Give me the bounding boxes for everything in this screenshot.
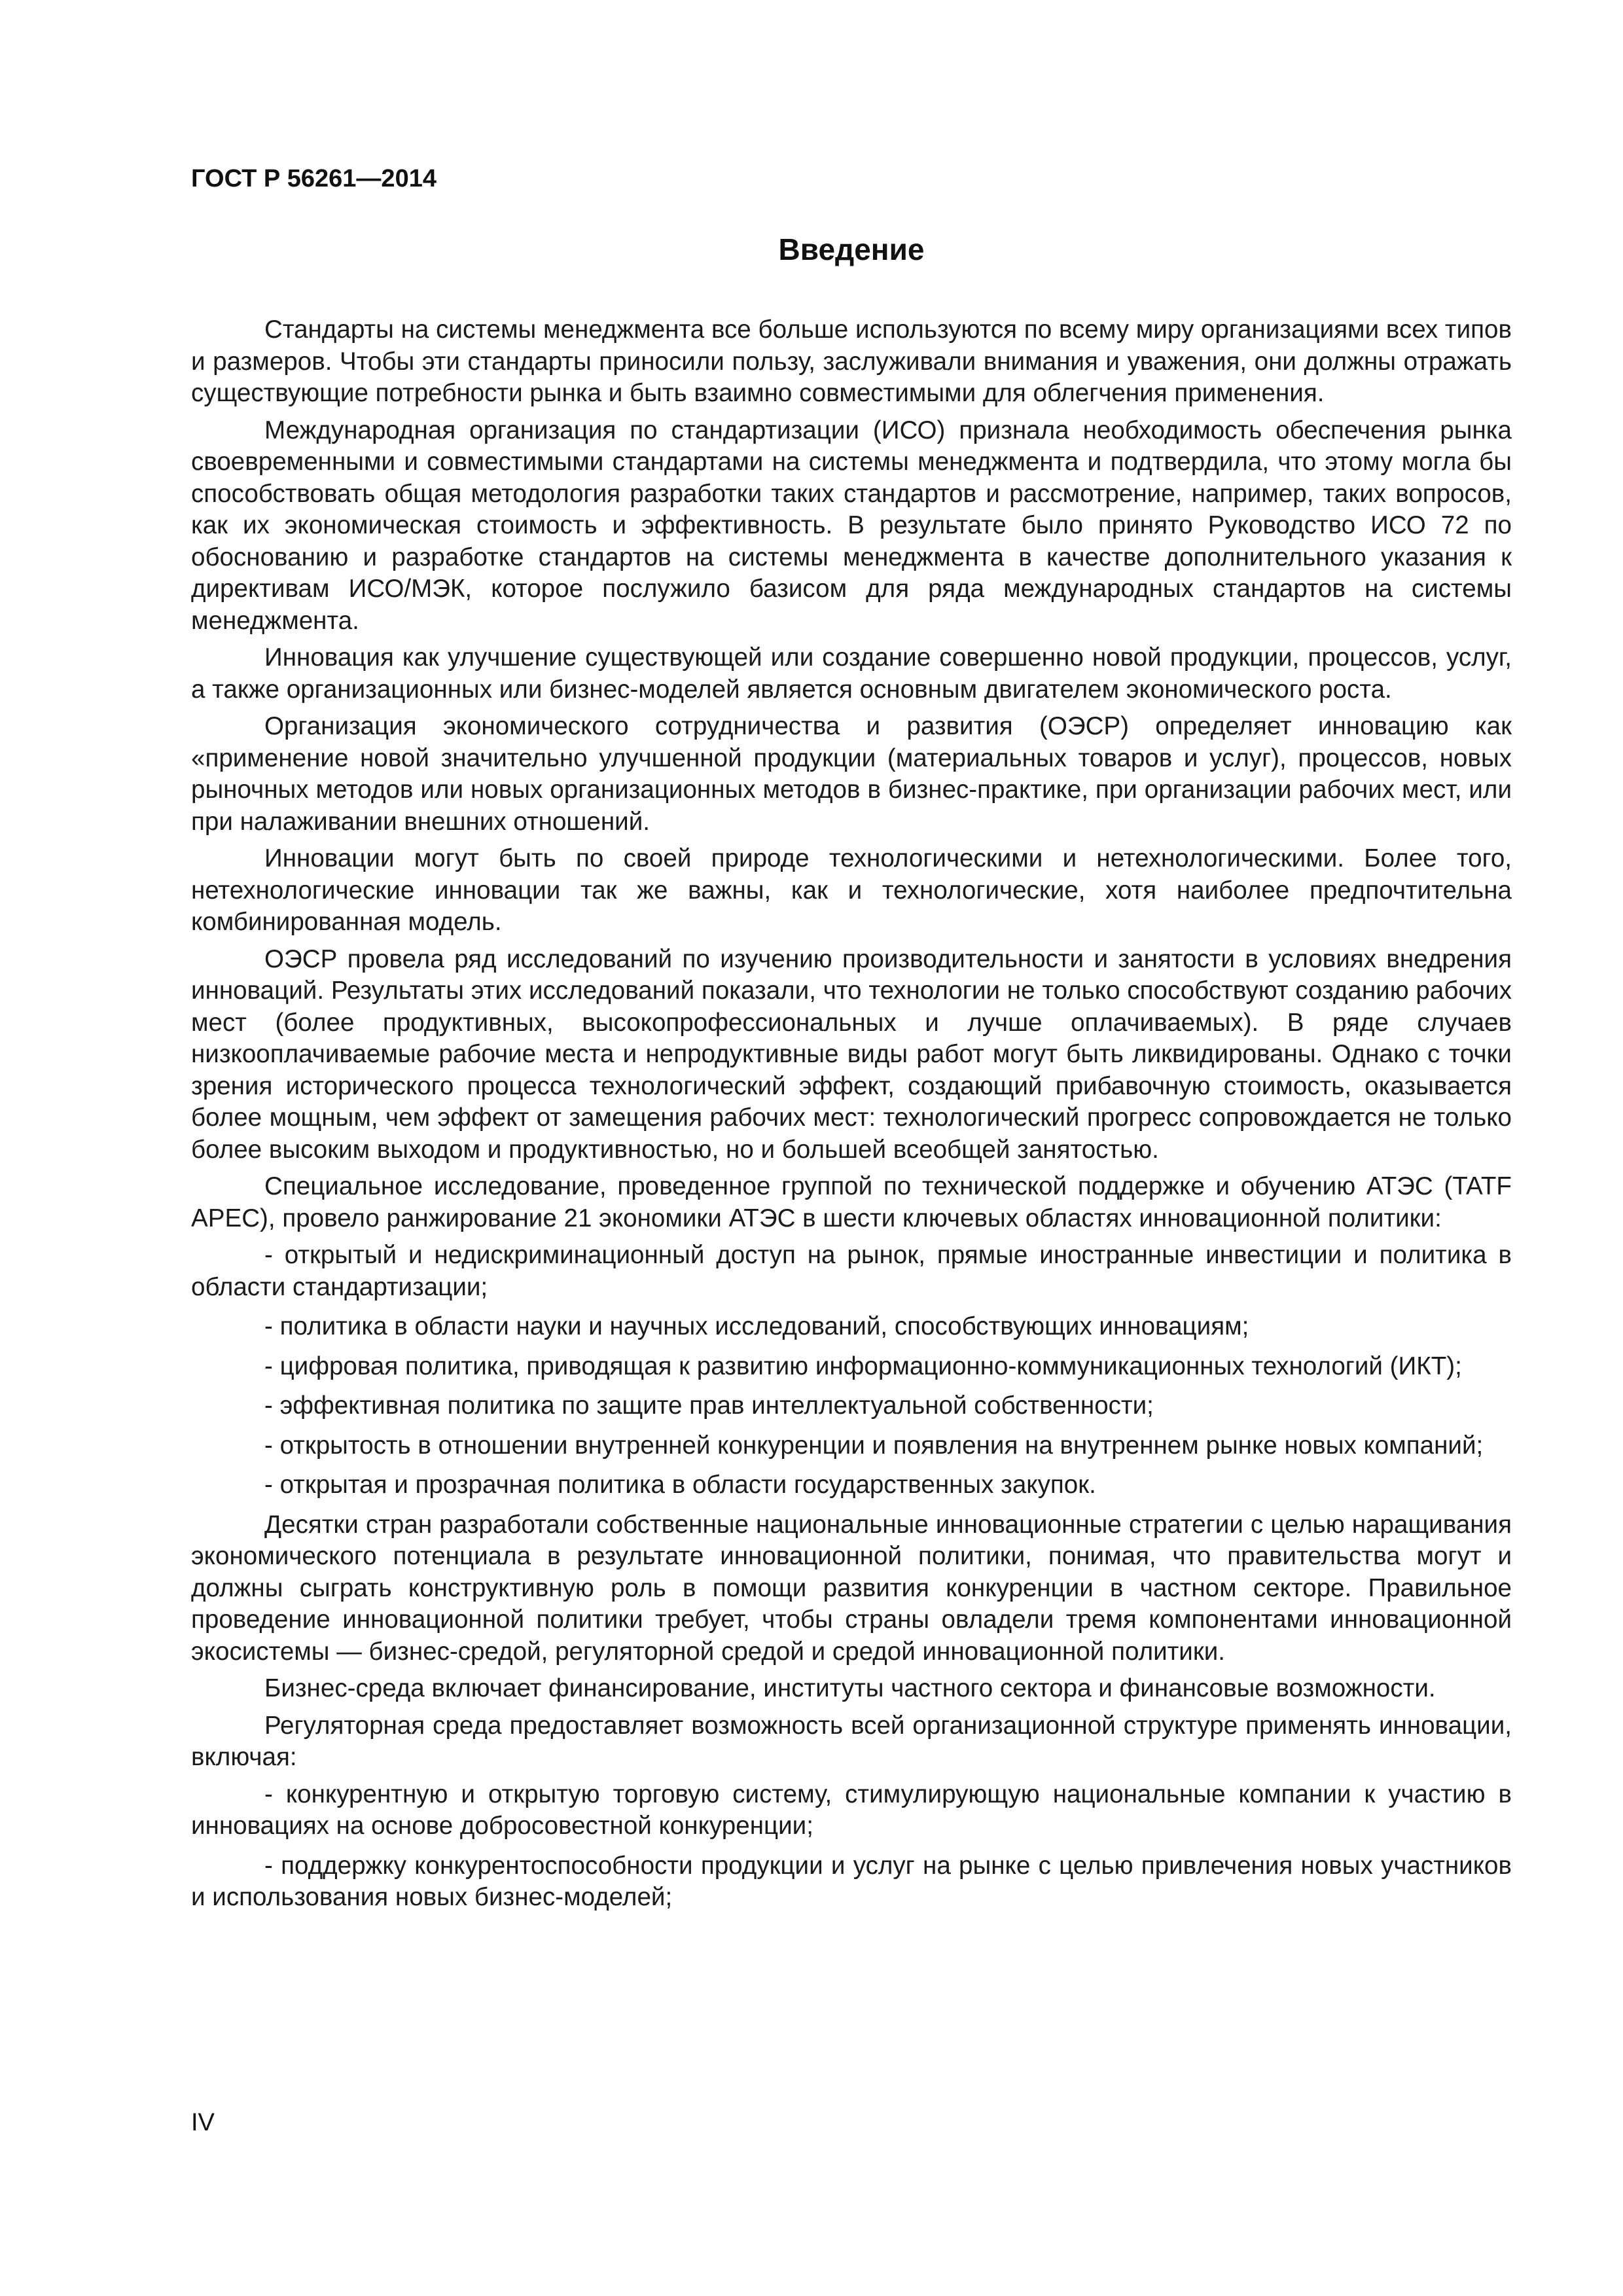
page-number: IV <box>191 2109 215 2136</box>
paragraph: Бизнес-среда включает финансирование, институты частного сектора и финансовые возможности. <box>264 1674 1436 1702</box>
list-item: - конкурентную и открытую торговую систему, стимулирующую национальные компании к участию в инновациях на основе добросовестной конкуренции; <box>191 1780 1512 1840</box>
paragraph: Инновации могут быть по своей природе технологическими и нетехнологическими. Более того, нетехнологические инновации так же важны, как и технологические, хотя наиболее предпочтительна комбинированная модель. <box>191 844 1512 936</box>
paragraph: Специальное исследование, проведенное группой по технической поддержке и обучению АТЭС (TATF APEC), провело ранжирование 21 экономики АТЭС в шести ключевых областях инновационной политики: <box>191 1172 1512 1232</box>
list-item: - открытый и недискриминационный доступ на рынок, прямые иностранные инвестиции и политика в области стандартизации; <box>191 1241 1512 1301</box>
body-text <box>191 314 1512 1922</box>
list-item: - эффективная политика по защите прав интеллектуальной собственности; <box>264 1391 1154 1420</box>
section-title: Введение <box>778 232 925 266</box>
paragraph: Организация экономического сотрудничества и развития (ОЭСР) определяет инновацию как «применение новой значительно улучшенной продукции (материальных товаров и услуг), процессов, новых рыночных методов или новых организационных методов в бизнес-практике, при организации рабочих мест, или при налаживании внешних отношений. <box>191 712 1512 836</box>
paragraph: Десятки стран разработали собственные национальные инновационные стратегии с целью наращивания экономического потенциала в результате инновационной политики, понимая, что правительства могут и должны сыграть конструктивную роль в помощи развития конкуренции в частном секторе. Правильное проведение инновационной политики требует, чтобы страны овладели тремя компонентами инновационной экосистемы — бизнес-средой, регуляторной средой и средой инновационной политики. <box>191 1510 1512 1666</box>
paragraph: Регуляторная среда предоставляет возможность всей организационной структуре применять инновации, включая: <box>191 1711 1512 1771</box>
paragraph: ОЭСР провела ряд исследований по изучению производительности и занятости в условиях внедрения инноваций. Результаты этих исследований показали, что технологии не только способствуют созданию рабочих мест (более продуктивных, высокопрофессиональных и лучше оплачиваемых). В ряде случаев низкооплачиваемые рабочие места и непродуктивные виды работ могут быть ликвидированы. Однако с точки зрения исторического процесса технологический эффект, создающий прибавочную стоимость, оказывается более мощным, чем эффект от замещения рабочих мест: технологический прогресс сопровождается не только более высоким выходом и продуктивностью, но и большей всеобщей занятостью. <box>191 944 1512 1164</box>
list-item: - открытость в отношении внутренней конкуренции и появления на внутреннем рынке новых компаний; <box>264 1431 1484 1460</box>
list-item: - цифровая политика, приводящая к развитию информационно-коммуникационных технологий (ИКТ); <box>264 1352 1462 1380</box>
paragraph: Инновация как улучшение существующей или создание совершенно новой продукции, процессов, услуг, а также организационных или бизнес-моделей является основным двигателем экономического роста. <box>191 643 1512 704</box>
list-item: - поддержку конкурентоспособности продукции и услуг на рынке с целью привлечения новых участников и использования новых бизнес-моделей; <box>191 1851 1512 1911</box>
document-id: ГОСТ Р 56261—2014 <box>191 165 437 192</box>
list-item: - политика в области науки и научных исследований, способствующих инновациям; <box>264 1312 1249 1340</box>
list-item: - открытая и прозрачная политика в области государственных закупок. <box>264 1471 1096 1499</box>
paragraph: Международная организация по стандартизации (ИСО) признала необходимость обеспечения рынка своевременными и совместимыми стандартами на системы менеджмента и подтвердила, что этому могла бы способствовать общая методология разработки таких стандартов и рассмотрение, например, таких вопросов, как их экономическая стоимость и эффективность. В результате было принято Руководство ИСО 72 по обоснованию и разработке стандартов на системы менеджмента в качестве дополнительного указания к директивам ИСО/МЭК, которое послужило базисом для ряда международных стандартов на системы менеджмента. <box>191 416 1512 635</box>
paragraph: Стандарты на системы менеджмента все больше используются по всему миру организациями всех типов и размеров. Чтобы эти стандарты приносили пользу, заслуживали внимания и уважения, они должны отражать существующие потребности рынка и быть взаимно совместимыми для облегчения применения. <box>191 315 1512 407</box>
